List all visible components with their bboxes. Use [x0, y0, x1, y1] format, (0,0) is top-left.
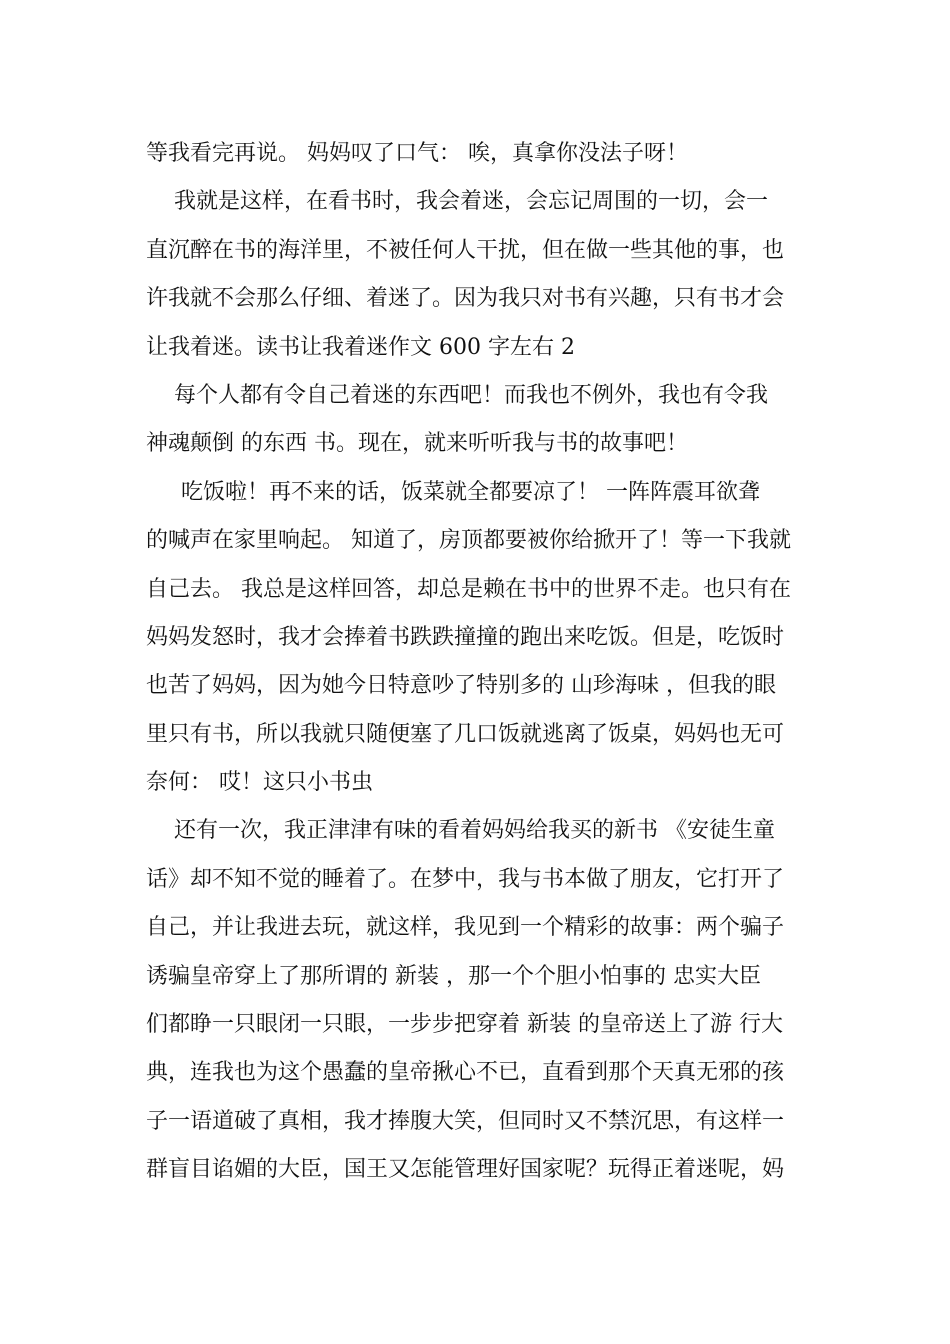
text-line: 们都睁一只眼闭一只眼，一步步把穿着 新装 的皇帝送上了游 行大 [146, 1012, 783, 1038]
text-line: 许我就不会那么仔细、着迷了。因为我只对书有兴趣，只有书才会 [146, 286, 785, 312]
text-line: 里只有书，所以我就只随便塞了几口饭就逃离了饭桌，妈妈也无可 [146, 721, 785, 747]
text-line: 群盲目谄媚的大臣，国王又怎能管理好国家呢？玩得正着迷呢，妈 [146, 1157, 785, 1183]
text-line: 自己去。 我总是这样回答，却总是赖在书中的世界不走。也只有在 [146, 576, 791, 602]
text-line: 也苦了妈妈，因为她今日特意吵了特别多的 山珍海味 ，但我的眼 [146, 673, 776, 699]
text-line: 诱骗皇帝穿上了那所谓的 新装 ，那一个个胆小怕事的 忠实大臣 [146, 963, 761, 989]
text-line: 我就是这样，在看书时，我会着迷，会忘记周围的一切，会一 [146, 189, 768, 215]
text-line: 直沉醉在书的海洋里，不被任何人干扰，但在做一些其他的事，也 [146, 237, 785, 263]
text-line: 自己，并让我进去玩，就这样，我见到一个精彩的故事：两个骗子 [146, 915, 785, 941]
text-line: 奈何： 哎！这只小书虫 [146, 770, 373, 796]
text-line: 等我看完再说。 妈妈叹了口气： 唉，真拿你没法子呀！ [146, 141, 688, 166]
text-line: 话》却不知不觉的睡着了。在梦中，我与书本做了朋友，它打开了 [146, 866, 785, 892]
text-line: 让我着迷。读书让我着迷作文 600 字左右 2 [146, 334, 575, 360]
text-line: 还有一次，我正津津有味的看着妈妈给我买的新书 《安徒生童 [146, 818, 775, 844]
text-line: 吃饭啦！再不来的话，饭菜就全都要凉了！ 一阵阵震耳欲聋 [146, 479, 760, 505]
text-line: 妈妈发怒时，我才会捧着书跌跌撞撞的跑出来吃饭。但是，吃饭时 [146, 624, 785, 650]
text-line: 典，连我也为这个愚蠢的皇帝揪心不已，直看到那个天真无邪的孩 [146, 1060, 785, 1086]
text-line: 子一语道破了真相，我才捧腹大笑，但同时又不禁沉思，有这样一 [146, 1108, 785, 1134]
text-line: 神魂颠倒 的东西 书。现在，就来听听我与书的故事吧！ [146, 431, 688, 457]
article-body [146, 130, 808, 1195]
text-line: 的喊声在家里响起。 知道了，房顶都要被你给掀开了！等一下我就 [146, 528, 791, 554]
text-line: 每个人都有令自己着迷的东西吧！而我也不例外，我也有令我 [146, 382, 768, 408]
